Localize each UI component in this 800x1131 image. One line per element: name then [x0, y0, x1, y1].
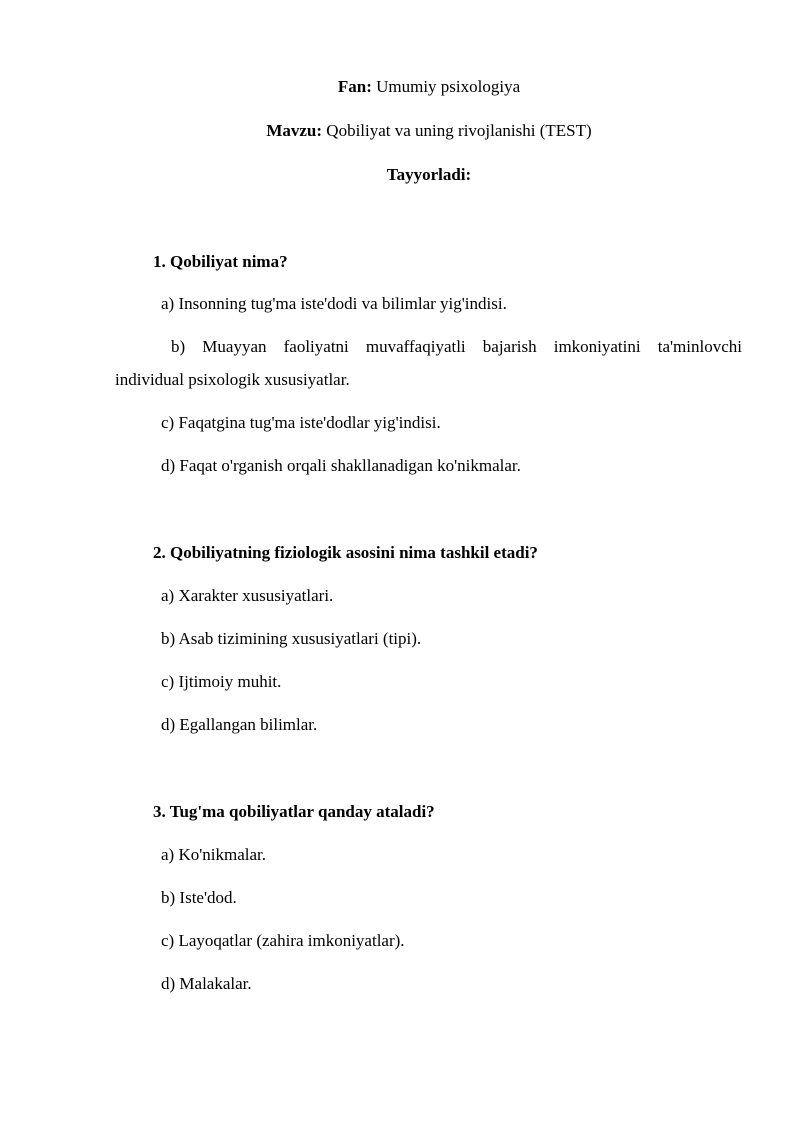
- topic-value: Qobiliyat va uning rivojlanishi (TEST): [326, 121, 592, 140]
- question-2-option-b: b) Asab tizimining xususiyatlari (tipi).: [161, 629, 422, 648]
- question-2-option-d: d) Egallangan bilimlar.: [161, 715, 318, 734]
- prepared-by-label: Tayyorladi:: [386, 165, 472, 184]
- subject-line: [0, 77, 800, 97]
- question-1-option-b-line-1: b) Muayyan faoliyatni muvaffaqiyatli bajarish imkoniyatini ta'minlovchi: [171, 337, 742, 356]
- question-2-option-a: a) Xarakter xususiyatlari.: [161, 586, 334, 605]
- question-1-option-a: a) Insonning tug'ma iste'dodi va bilimlar yig'indisi.: [161, 294, 507, 313]
- question-3-option-d: d) Malakalar.: [161, 974, 252, 993]
- question-1: 1. Qobiliyat nima?: [153, 252, 288, 271]
- subject-label: Fan:: [337, 77, 372, 96]
- question-1-option-c: c) Faqatgina tug'ma iste'dodlar yig'indisi.: [161, 413, 441, 432]
- question-2: 2. Qobiliyatning fiziologik asosini nima tashkil etadi?: [153, 543, 538, 562]
- topic-label: Mavzu:: [266, 121, 323, 140]
- topic-line: [0, 121, 800, 141]
- question-2-option-c: c) Ijtimoiy muhit.: [161, 672, 282, 691]
- question-3-option-c: c) Layoqatlar (zahira imkoniyatlar).: [161, 931, 405, 950]
- question-1-option-b: [115, 330, 742, 396]
- question-3: 3. Tug'ma qobiliyatlar qanday ataladi?: [153, 802, 435, 821]
- question-1-option-d: d) Faqat o'rganish orqali shakllanadigan ko'nikmalar.: [161, 456, 521, 475]
- question-3-option-b: b) Iste'dod.: [161, 888, 237, 907]
- question-3-option-a: a) Ko'nikmalar.: [161, 845, 267, 864]
- subject-value: Umumiy psixologiya: [376, 77, 521, 96]
- question-1-option-b-line-2: individual psixologik xususiyatlar.: [115, 370, 350, 389]
